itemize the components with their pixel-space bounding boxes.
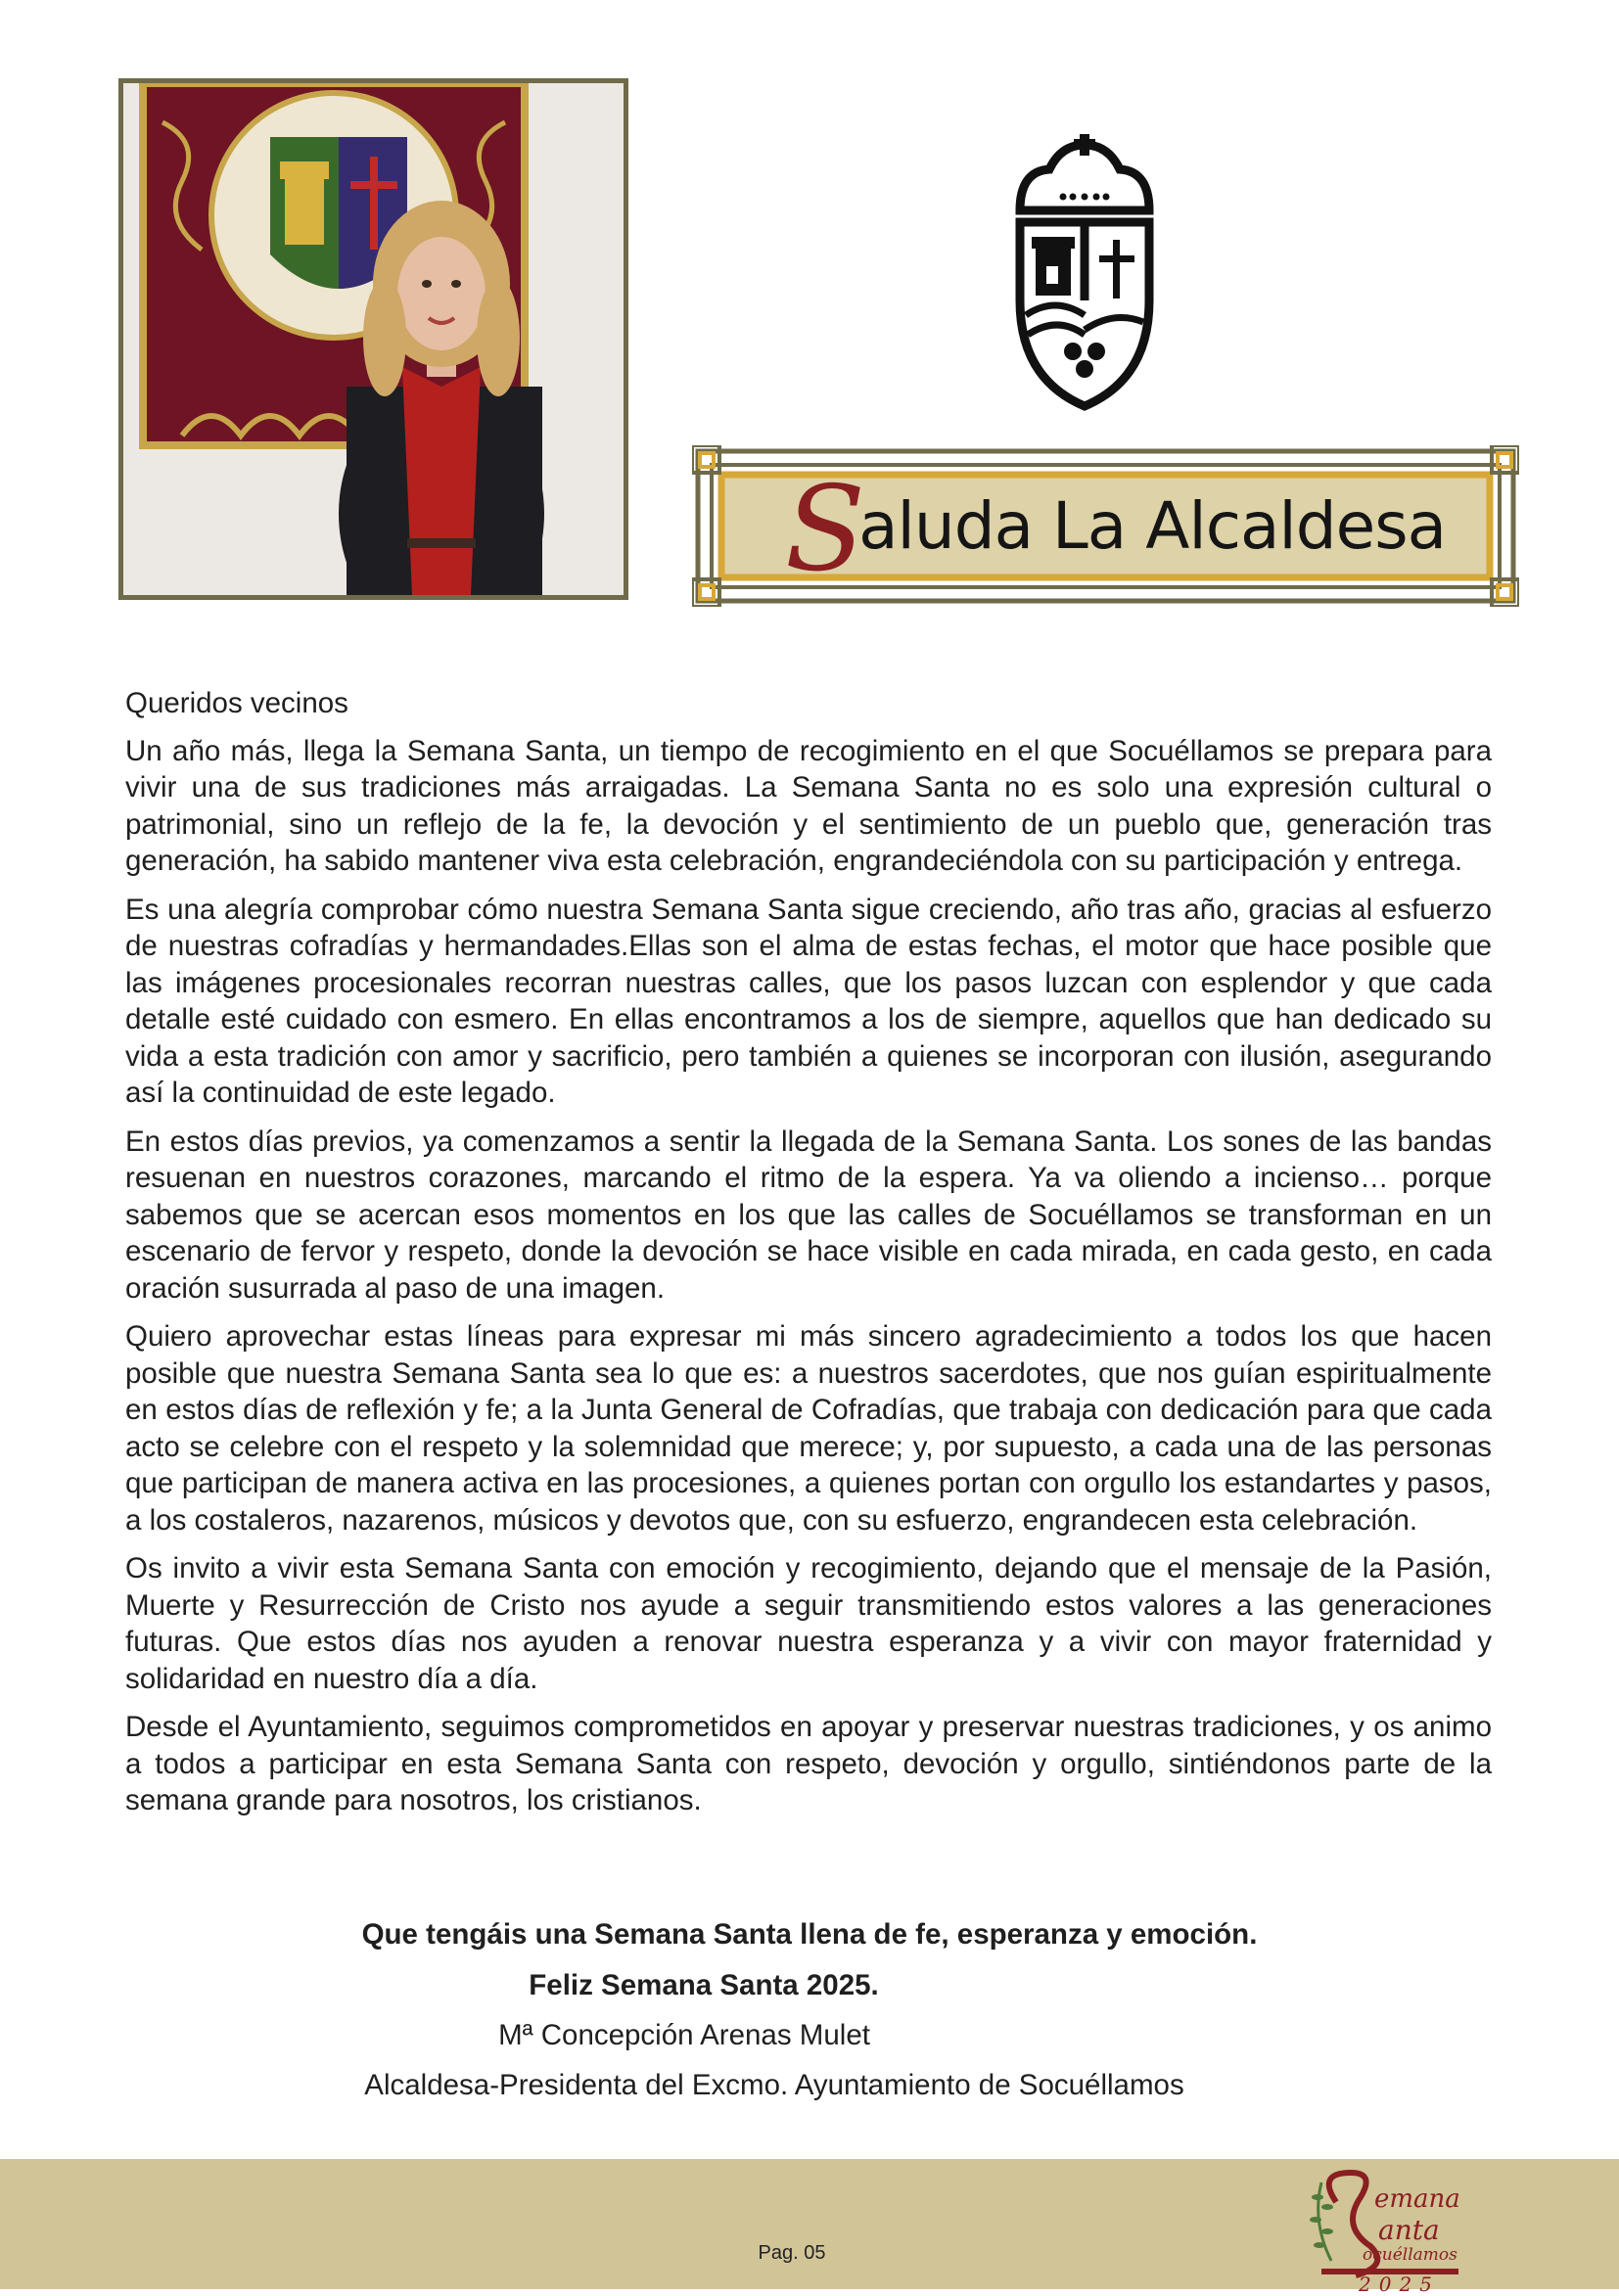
title-initial: S (784, 461, 865, 598)
title-banner (692, 445, 1519, 607)
page-number: Pag. 05 (758, 2242, 826, 2264)
logo-line-3: ocuéllamos (1363, 2245, 1457, 2265)
letter-paragraph: Os invito a vivir esta Semana Santa con emoción y recogimiento, dejando que el mensaje de la Pasión, Muerte y Resurrección de Cristo nos ayude a seguir transmitiendo estos valores a las generaciones futuras. Que estos días nos ayuden a renovar nuestra esperanza y a vivir con mayor fraternidad y solidaridad en nuestro día a día. (125, 1552, 1492, 1695)
mayor-portrait-photo (118, 78, 628, 600)
letter-paragraph: En estos días previos, ya comenzamos a sentir la llegada de la Semana Santa. Los sones de las bandas resuenan en nuestros corazones, marcando el ritmo de la espera. Ya va oliendo a incienso… porque sabemos que se acercan esos momentos en los que las calles de Socuéllamos se transforman en un escenario de fervor y respeto, donde la devoción se hace visible en cada mirada, en cada gesto, en cada oración susurrada al paso de una imagen. (125, 1125, 1492, 1305)
letter-paragraph: Desde el Ayuntamiento, seguimos comprometidos en apoyar y preservar nuestras tradiciones, y os animo a todos a participar en esta Semana Santa con respeto, devoción y orgullo, sintiéndonos parte de la semana grande para nosotros, los cristianos. (125, 1711, 1492, 1816)
logo-year: 2025 (1359, 2273, 1440, 2296)
letter-paragraph: Un año más, llega la Semana Santa, un tiempo de recogimiento en el que Socuéllamos se prepara para vivir una de sus tradiciones más arraigadas. La Semana Santa no es solo una expresión cultural o patrimonial, sino un reflejo de la fe, la devoción y el sentimiento de un pueblo que, generación tras generación, ha sabido mantener viva esta celebración, engrandeciéndola con su participación y entrega. (125, 734, 1492, 877)
logo-line-2: anta (1378, 2214, 1440, 2246)
letter-body (125, 685, 1492, 1831)
title-text: aluda La Alcaldesa (858, 488, 1447, 564)
letter-greeting: Queridos vecinos (125, 687, 348, 719)
letter-paragraph: Quiero aprovechar estas líneas para expresar mi más sincero agradecimiento a todos los que hacen posible que nuestra Semana Santa sea lo que es: a nuestros sacerdotes, que nos guían espiritualmente en estos días de reflexión y fe; a la Junta General de Cofradías, que trabaja con dedicación para que cada acto se celebre con el respeto y la solemnidad que merece; y, por supuesto, a cada una de las personas que participan de manera activa en las procesiones, a quienes portan con orgullo los estandartes y pasos, a los costaleros, nazarenos, músicos y devotos que, con su esfuerzo, engrandecen esta celebración. (125, 1320, 1492, 1537)
semana-santa-logo (1302, 2163, 1478, 2296)
closing-greeting: Feliz Semana Santa 2025. (529, 1969, 879, 2001)
signature-name: Mª Concepción Arenas Mulet (498, 2019, 870, 2051)
letter-paragraph: Es una alegría comprobar cómo nuestra Semana Santa sigue creciendo, año tras año, gracias al esfuerzo de nuestras cofradías y hermandades.Ellas son el alma de estas fechas, el motor que hace posible que las imágenes procesionales recorran nuestras calles, que los pasos luzcan con esplendor y que cada detalle esté cuidado con esmero. En ellas encontramos a los de siempre, aquellos que han dedicado su vida a esta tradición con amor y sacrificio, pero también a quienes se incorporan con ilusión, asegurando así la continuidad de este legado. (125, 893, 1492, 1109)
signature-title: Alcaldesa-Presidenta del Excmo. Ayuntamiento de Socuéllamos (364, 2069, 1184, 2101)
municipal-coat-of-arms-icon (1008, 134, 1161, 413)
logo-line-1: emana (1374, 2184, 1460, 2214)
closing-wish: Que tengáis una Semana Santa llena de fe, esperanza y emoción. (361, 1918, 1258, 1951)
page-title (692, 445, 1519, 607)
